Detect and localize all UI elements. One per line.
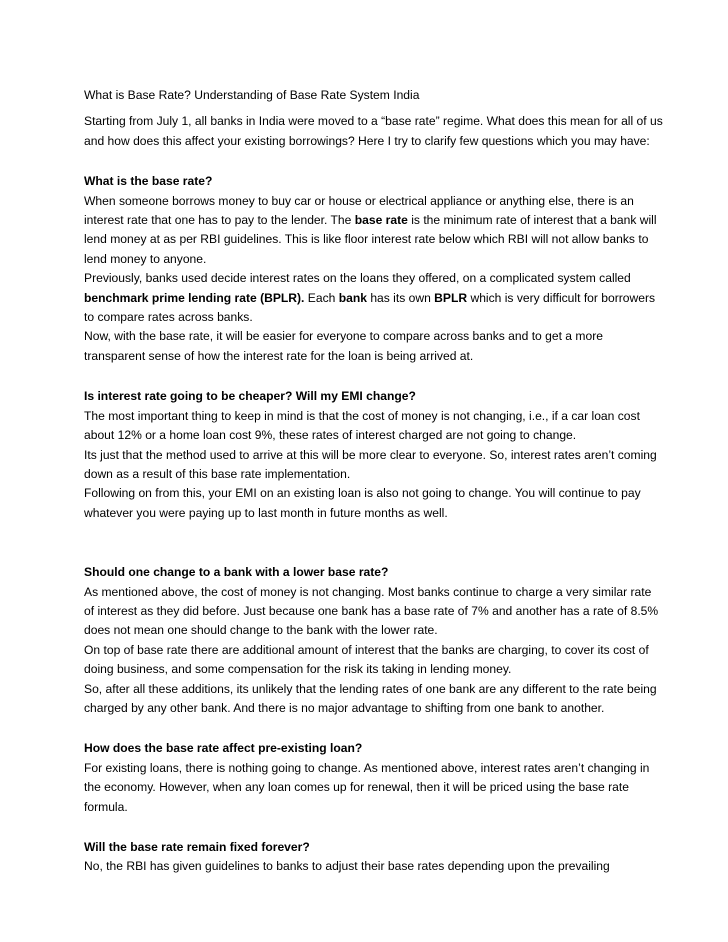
section-paragraph: Its just that the method used to arrive at this will be more clear to everyone. So, interest rates aren’t coming down as a result of this base rate implementation. (84, 447, 657, 481)
text-run: When someone borrows money to buy car or house or electrical appliance or anything else, there is an interest rate that one has to pay to the lender. The (84, 193, 634, 228)
section-heading: Is interest rate going to be cheaper? Will my EMI change? (84, 389, 416, 404)
section-paragraph (84, 192, 664, 270)
text-run: is the minimum rate of interest that a bank will lend money at as per RBI guidelines. This is like floor interest rate below which RBI will not allow banks to lend money to anyone. (84, 213, 657, 266)
bold-term: base rate (354, 213, 408, 228)
intro-paragraph: Starting from July 1, all banks in India were moved to a “base rate” regime. What does this mean for all of us and how does this affect your existing borrowings? Here I try to clarify few questions which you may have: (84, 114, 663, 148)
section-paragraph: The most important thing to keep in mind is that the cost of money is not changing, i.e., if a car loan cost about 12% or a home loan cost 9%, these rates of interest charged are not going to change. (84, 408, 640, 443)
bold-term: bank (338, 290, 367, 305)
section-change-bank (84, 563, 664, 718)
section-interest-rate-cheaper (84, 387, 664, 523)
section-heading: Will the base rate remain fixed forever? (84, 840, 310, 854)
section-heading: What is the base rate? (84, 174, 213, 189)
text-run: Previously, banks used decide interest rates on the loans they offered, on a complicated system called (84, 271, 631, 286)
bold-term: BPLR (434, 290, 468, 305)
document-body (84, 86, 664, 877)
section-heading: How does the base rate affect pre-existing loan? (84, 741, 363, 756)
section-what-is-base-rate (84, 172, 664, 366)
section-paragraph: So, after all these additions, its unlikely that the lending rates of one bank are any different to the rate being charged by any other bank. And there is no major advantage to shifting from one bank to another. (84, 681, 657, 715)
text-run: Each (304, 290, 339, 305)
section-heading: Should one change to a bank with a lower base rate? (84, 565, 389, 580)
section-paragraph: For existing loans, there is nothing going to change. As mentioned above, interest rates aren’t changing in the economy. However, when any loan comes up for renewal, then it will be priced using the base rate formula. (84, 760, 650, 814)
section-base-rate-fixed (84, 838, 664, 877)
section-paragraph: Following on from this, your EMI on an existing loan is also not going to change. You will continue to pay whatever you were paying up to last month in future months as well. (84, 486, 641, 520)
section-paragraph: On top of base rate there are additional amount of interest that the banks are charging, to cover its cost of doing business, and some compensation for the risk its taking in lending money. (84, 642, 649, 677)
section-paragraph (84, 269, 664, 327)
text-run: has its own (366, 290, 435, 305)
section-paragraph: Now, with the base rate, it will be easier for everyone to compare across banks and to get a more transparent sense of how the interest rate for the loan is being arrived at. (84, 329, 603, 363)
bold-term: benchmark prime lending rate (BPLR). (84, 290, 305, 305)
section-paragraph: No, the RBI has given guidelines to banks to adjust their base rates depending upon the prevailing (84, 859, 610, 874)
document-title: What is Base Rate? Understanding of Base Rate System India (84, 88, 420, 102)
text-run: which is very difficult for borrowers to compare rates across banks. (84, 290, 656, 325)
section-pre-existing-loan (84, 739, 664, 817)
section-paragraph: As mentioned above, the cost of money is not changing. Most banks continue to charge a very similar rate of interest as they did before. Just because one bank has a base rate of 7% and another has a rate of 8.5% does not mean one should change to the bank with the lower rate. (84, 584, 659, 638)
